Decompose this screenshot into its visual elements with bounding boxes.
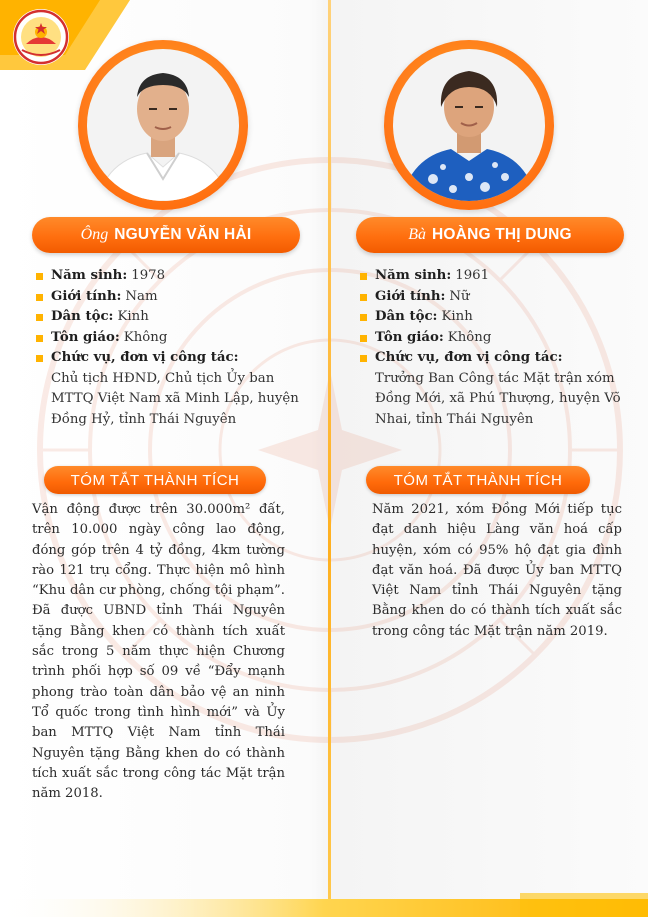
center-fold-line [328,0,331,917]
achievement-heading: TÓM TẮT THÀNH TÍCH [366,466,590,494]
bullet-icon [360,355,367,362]
gender-value: Nam [125,288,158,304]
bullet-icon [36,314,43,321]
name-banner [356,217,624,253]
person-name: NGUYỄN VĂN HẢI [114,226,252,243]
birth-value: 1961 [455,268,490,283]
position-value: Trưởng Ban Công tác Mặt trận xóm Đồng Mới, xã Phú Thượng, huyện Võ Nhai, tỉnh Thái Nguyên [375,370,621,427]
gender-label: Giới tính: [51,288,122,304]
achievement-text: Vận động được trên 30.000m² đất, trên 10.000 ngày công lao động, đóng góp trên 4 tỷ đồng, 4km tường rào 121 trụ cổng. Thực hiện mô hình “Khu dân cư phòng, chống tội phạm”. Đã được UBND tỉnh Thái Nguyên tặng Bằng khen có thành tích xuất sắc trong 5 năm thực hiện Chương trình phối hợp số 09 về “Đẩy mạnh phong trào toàn dân bảo vệ an ninh Tổ quốc trong tình hình mới” và Ủy ban MTTQ Việt Nam tỉnh Thái Nguyên tặng Bằng khen do có thành tích xuất sắc trong công tác Mặt trận năm 2018. [32,502,285,802]
birth-label: Năm sinh: [51,268,128,283]
honorific: Ông [80,226,109,243]
bullet-icon [36,273,43,280]
ethnic-label: Dân tộc: [375,309,438,324]
bullet-icon [36,355,43,362]
religion-value: Không [123,329,168,345]
front-logo-icon [12,8,70,66]
bullet-icon [360,294,367,301]
birth-value: 1978 [131,268,166,283]
portrait-frame [384,40,554,210]
gender-label: Giới tính: [375,288,446,304]
personal-info [360,266,640,430]
religion-label: Tôn giáo: [375,329,444,345]
achievement-heading: TÓM TẮT THÀNH TÍCH [44,466,266,494]
position-label: Chức vụ, đơn vị công tác: [51,350,239,365]
position-label: Chức vụ, đơn vị công tác: [375,350,563,365]
bullet-icon [360,335,367,342]
portrait-photo-woman [393,49,545,201]
honorific: Bà [408,226,427,243]
bullet-icon [36,335,43,342]
gender-value: Nữ [449,288,470,304]
bullet-icon [360,273,367,280]
bullet-icon [36,294,43,301]
achievement-text: Năm 2021, xóm Đồng Mới tiếp tục đạt danh hiệu Làng văn hoá cấp huyện, xóm có 95% hộ đạt gia đình đạt văn hoá. Đã được Ủy ban MTTQ Việt Nam tỉnh Thái Nguyên tặng Bằng khen do có thành tích xuất sắc trong công tác Mặt trận năm 2019. [372,502,622,639]
bullet-icon [360,314,367,321]
personal-info [36,266,316,430]
religion-value: Không [447,329,492,345]
ethnic-label: Dân tộc: [51,309,114,324]
position-value: Chủ tịch HĐND, Chủ tịch Ủy ban MTTQ Việt Nam xã Minh Lập, huyện Đồng Hỷ, tỉnh Thái Nguyên [51,370,299,427]
religion-label: Tôn giáo: [51,329,120,345]
ethnic-value: Kinh [441,309,473,324]
portrait-frame [78,40,248,210]
portrait-photo-man [87,49,239,201]
bottom-decoration [0,893,648,917]
name-banner [32,217,300,253]
ethnic-value: Kinh [117,309,149,324]
birth-label: Năm sinh: [375,268,452,283]
person-name: HOÀNG THỊ DUNG [432,226,572,243]
